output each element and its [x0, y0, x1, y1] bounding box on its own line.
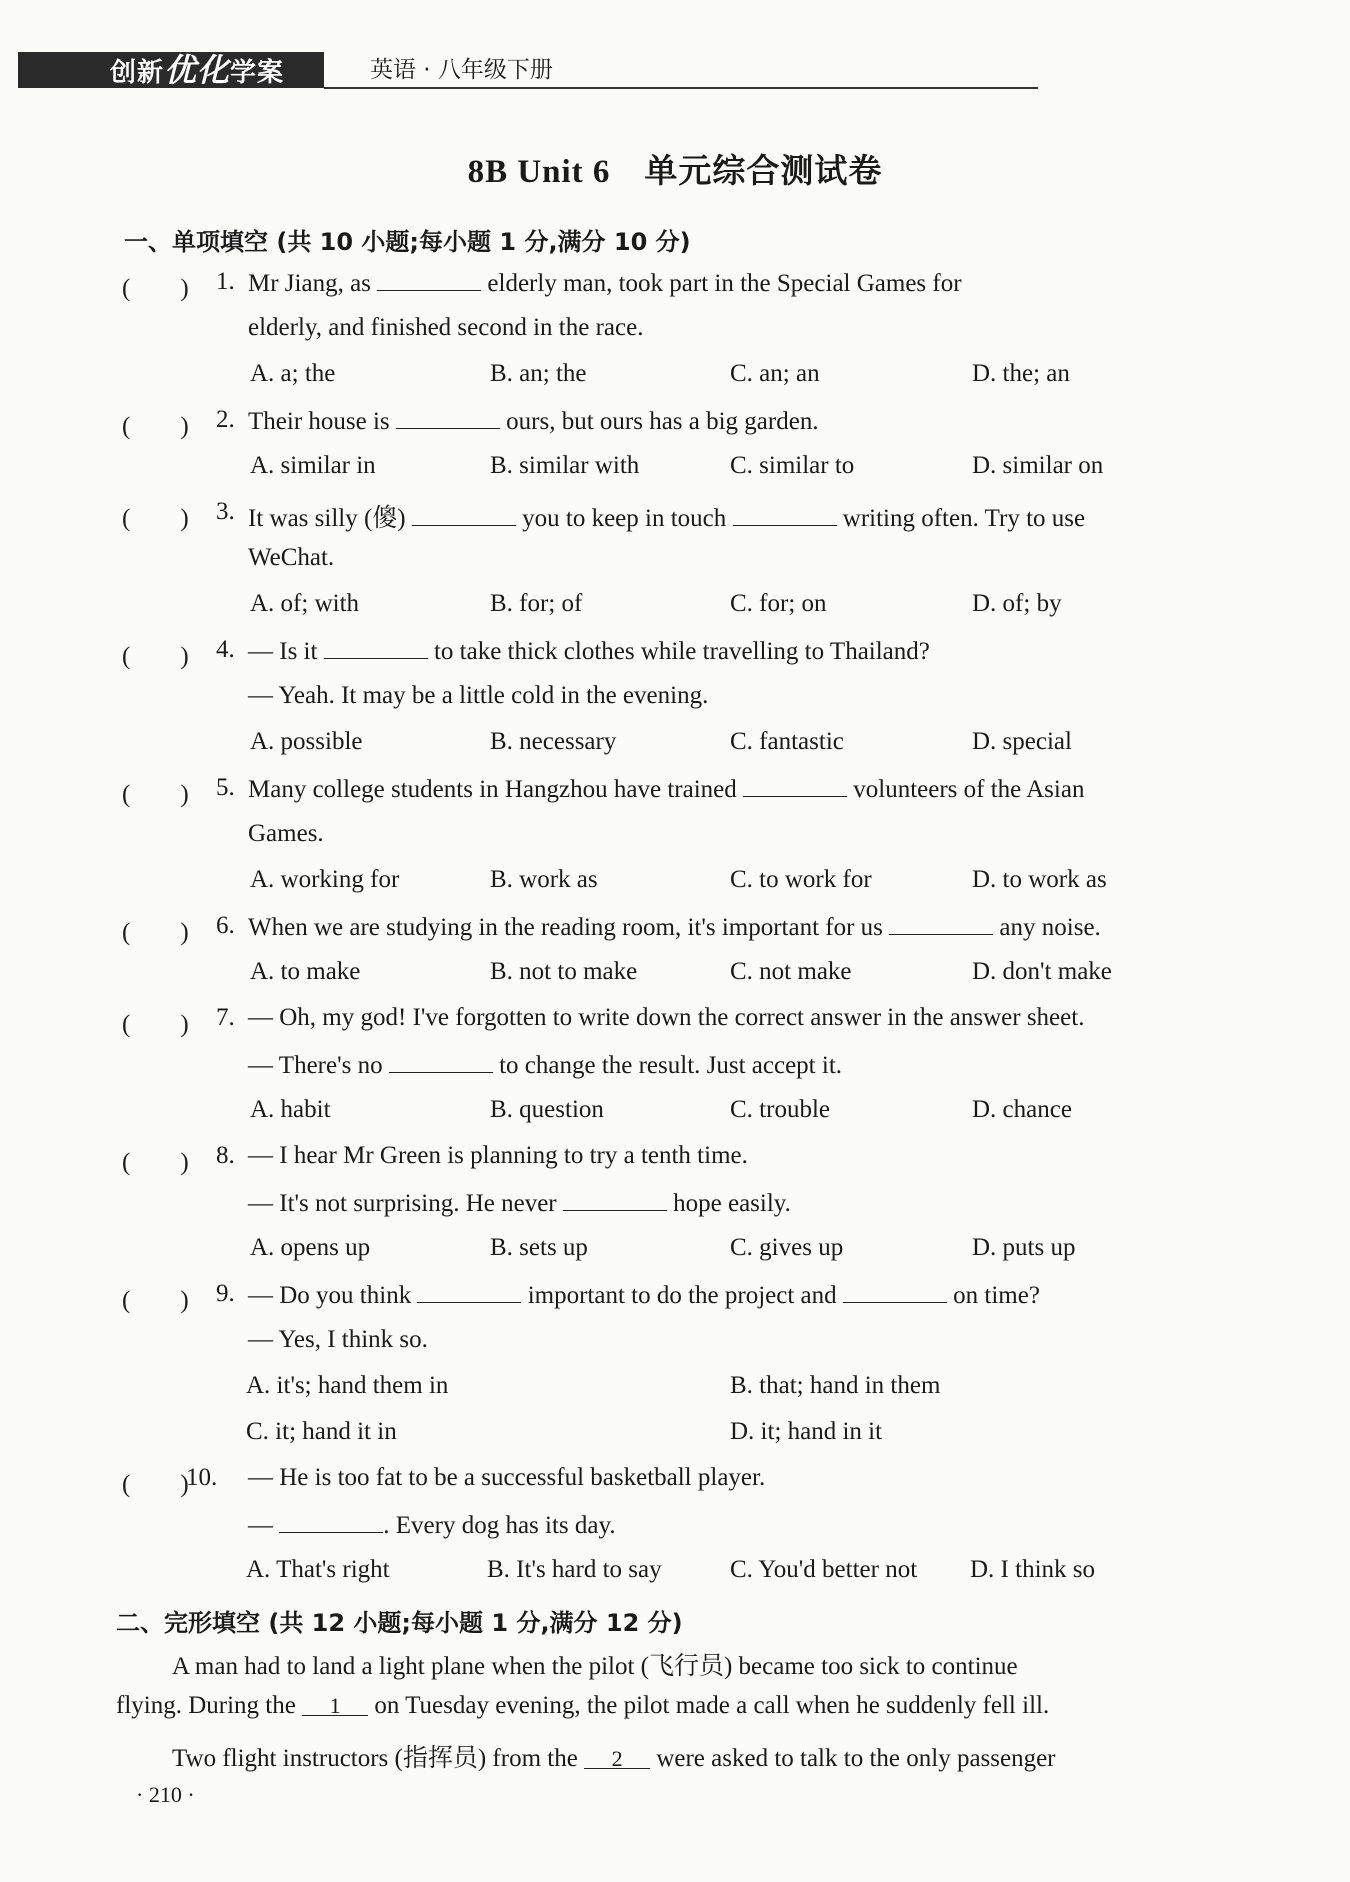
option-a[interactable]: A. opens up	[250, 1234, 371, 1261]
answer-blank[interactable]	[396, 406, 500, 429]
question-text	[248, 314, 643, 342]
stem-text: — He is too fat to be a successful basketball player.	[248, 1464, 766, 1491]
question-number: 9.	[216, 1280, 235, 1307]
badge-text-c: 学案	[230, 58, 285, 88]
answer-blank[interactable]	[563, 1188, 667, 1211]
answer-blank[interactable]	[417, 1280, 521, 1303]
answer-blank[interactable]	[843, 1280, 947, 1303]
stem-text: — Do you think	[248, 1282, 418, 1309]
question-text	[248, 406, 819, 436]
stem-text: — Yes, I think so.	[248, 1326, 428, 1353]
cloze-line-2	[116, 1692, 1049, 1720]
answer-bracket[interactable]: ( )	[122, 275, 189, 302]
cloze-blank-1[interactable]: 1	[302, 1693, 368, 1716]
stem-text: you to keep in touch	[515, 505, 733, 532]
option-d[interactable]: D. puts up	[972, 1234, 1076, 1261]
option-a[interactable]: A. of; with	[250, 590, 360, 617]
answer-blank[interactable]	[377, 268, 481, 291]
option-c[interactable]: C. You'd better not	[730, 1556, 918, 1583]
option-b[interactable]: B. necessary	[490, 728, 617, 755]
answer-bracket[interactable]: ( )	[122, 1471, 189, 1498]
question-text	[248, 1188, 791, 1218]
question-number: 2.	[216, 406, 235, 433]
question-text	[248, 1004, 1084, 1032]
answer-bracket[interactable]: ( )	[122, 1287, 189, 1314]
question-number: 8.	[216, 1142, 235, 1169]
question-number: 5.	[216, 774, 235, 801]
answer-blank[interactable]	[733, 503, 837, 526]
answer-bracket[interactable]: ( )	[122, 643, 189, 670]
option-b[interactable]: B. similar with	[490, 452, 640, 479]
stem-text: ours, but ours has a big garden.	[499, 408, 819, 435]
question-text	[248, 1510, 616, 1540]
option-d[interactable]: D. don't make	[972, 958, 1112, 985]
cloze-line-1: A man had to land a light plane when the pilot (飞行员) became too sick to continue	[172, 1653, 1018, 1680]
option-b[interactable]: B. that; hand in them	[730, 1372, 941, 1399]
question-text	[248, 268, 962, 298]
stem-text: — Oh, my god! I've forgotten to write down the correct answer in the answer sheet.	[248, 1004, 1085, 1031]
cloze-text: were asked to talk to the only passenger	[650, 1745, 1056, 1772]
question-text	[248, 1050, 842, 1080]
question-text	[248, 774, 1084, 804]
option-b[interactable]: B. question	[490, 1096, 604, 1123]
option-b[interactable]: B. sets up	[490, 1234, 588, 1261]
option-d[interactable]: D. similar on	[972, 452, 1104, 479]
header-rule	[324, 87, 1038, 89]
cloze-line-3	[172, 1738, 1056, 1774]
option-a[interactable]: A. similar in	[250, 452, 376, 479]
stem-text: Their house is	[248, 408, 396, 435]
section-heading-1: 一、单项填空 (共 10 小题;每小题 1 分,满分 10 分)	[124, 228, 691, 256]
option-b[interactable]: B. an; the	[490, 360, 587, 387]
question-text	[248, 1326, 428, 1354]
option-a[interactable]: A. possible	[250, 728, 363, 755]
answer-bracket[interactable]: ( )	[122, 1011, 189, 1038]
cloze-text: Two flight instructors (指挥员) from the	[172, 1745, 585, 1772]
question-text	[248, 636, 930, 666]
question-text	[248, 498, 1085, 534]
answer-bracket[interactable]: ( )	[122, 1149, 189, 1176]
option-c[interactable]: C. trouble	[730, 1096, 830, 1123]
option-d[interactable]: D. of; by	[972, 590, 1062, 617]
answer-blank[interactable]	[743, 774, 847, 797]
question-number: 3.	[216, 498, 235, 525]
stem-text: on time?	[946, 1282, 1040, 1309]
option-c[interactable]: C. not make	[730, 958, 852, 985]
answer-bracket[interactable]: ( )	[122, 781, 189, 808]
option-a[interactable]: A. That's right	[246, 1556, 390, 1583]
question-text	[248, 544, 334, 572]
option-c[interactable]: C. fantastic	[730, 728, 844, 755]
stem-text: elderly man, took part in the Special Games for	[481, 270, 962, 297]
stem-text: It was silly (傻)	[248, 505, 412, 532]
stem-text: —	[248, 1512, 280, 1539]
answer-blank[interactable]	[279, 1510, 383, 1533]
page-number: · 210 ·	[136, 1782, 195, 1807]
answer-blank[interactable]	[889, 912, 993, 935]
stem-text: to change the result. Just accept it.	[492, 1052, 843, 1079]
option-b[interactable]: B. It's hard to say	[487, 1556, 662, 1583]
cloze-text: flying. During the	[116, 1692, 303, 1719]
badge-text-a: 创新	[110, 58, 165, 88]
option-d[interactable]: D. the; an	[972, 360, 1070, 387]
stem-text: elderly, and finished second in the race.	[248, 314, 644, 341]
stem-text: to take thick clothes while travelling to Thailand?	[427, 638, 930, 665]
option-a[interactable]: A. it's; hand them in	[246, 1372, 449, 1399]
stem-text: — Is it	[248, 638, 324, 665]
question-number: 10.	[186, 1464, 218, 1491]
page-header	[18, 52, 1038, 92]
stem-text: — Yeah. It may be a little cold in the evening.	[248, 682, 709, 709]
option-c[interactable]: C. similar to	[730, 452, 855, 479]
question-number: 1.	[216, 268, 235, 295]
option-a[interactable]: A. a; the	[250, 360, 336, 387]
stem-text: Many college students in Hangzhou have trained	[248, 776, 743, 803]
option-d[interactable]: D. I think so	[970, 1556, 1095, 1583]
option-c[interactable]: C. an; an	[730, 360, 820, 387]
stem-text: Games.	[248, 820, 324, 847]
cloze-blank-2[interactable]: 2	[584, 1746, 650, 1769]
answer-bracket[interactable]: ( )	[122, 505, 189, 532]
stem-text: When we are studying in the reading room, it's important for us	[248, 914, 890, 941]
stem-text: — It's not surprising. He never	[248, 1190, 563, 1217]
question-text	[248, 682, 708, 710]
stem-text: . Every dog has its day.	[383, 1512, 616, 1539]
answer-bracket[interactable]: ( )	[122, 413, 189, 440]
stem-text: volunteers of the Asian	[847, 776, 1085, 803]
question-text	[248, 820, 324, 848]
option-c[interactable]: C. for; on	[730, 590, 827, 617]
stem-text: Mr Jiang, as	[248, 270, 378, 297]
option-a[interactable]: A. to make	[250, 958, 361, 985]
question-text	[248, 1464, 765, 1492]
option-b[interactable]: B. for; of	[490, 590, 583, 617]
option-d[interactable]: D. to work as	[972, 866, 1107, 893]
answer-blank[interactable]	[412, 503, 516, 526]
answer-bracket[interactable]: ( )	[122, 919, 189, 946]
option-a[interactable]: A. working for	[250, 866, 400, 893]
header-subject: 英语 · 八年级下册	[370, 57, 553, 83]
stem-text: — I hear Mr Green is planning to try a tenth time.	[248, 1142, 748, 1169]
option-a[interactable]: A. habit	[250, 1096, 331, 1123]
question-text	[248, 1280, 1040, 1310]
option-d[interactable]: D. chance	[972, 1096, 1072, 1123]
stem-text: writing often. Try to use	[836, 505, 1086, 532]
badge-text-b: 优化	[164, 51, 231, 89]
question-number: 6.	[216, 912, 235, 939]
stem-text: — There's no	[248, 1052, 389, 1079]
question-number: 7.	[216, 1004, 235, 1031]
question-number: 4.	[216, 636, 235, 663]
section-heading-2: 二、完形填空 (共 12 小题;每小题 1 分,满分 12 分)	[116, 1609, 683, 1637]
question-text	[248, 912, 1101, 942]
cloze-text: on Tuesday evening, the pilot made a call when he suddenly fell ill.	[368, 1692, 1050, 1719]
series-badge	[18, 52, 324, 88]
option-c[interactable]: C. to work for	[730, 866, 872, 893]
option-d[interactable]: D. special	[972, 728, 1072, 755]
stem-text: any noise.	[993, 914, 1101, 941]
stem-text: important to do the project and	[521, 1282, 843, 1309]
answer-blank[interactable]	[324, 636, 428, 659]
option-b[interactable]: B. work as	[490, 866, 598, 893]
question-text	[248, 1142, 748, 1170]
stem-text: hope easily.	[666, 1190, 791, 1217]
page-title: 8B Unit 6 单元综合测试卷	[467, 154, 883, 190]
option-b[interactable]: B. not to make	[490, 958, 638, 985]
answer-blank[interactable]	[389, 1050, 493, 1073]
option-d[interactable]: D. it; hand in it	[730, 1418, 883, 1445]
option-c[interactable]: C. gives up	[730, 1234, 844, 1261]
stem-text: WeChat.	[248, 544, 335, 571]
option-c[interactable]: C. it; hand it in	[246, 1418, 397, 1445]
